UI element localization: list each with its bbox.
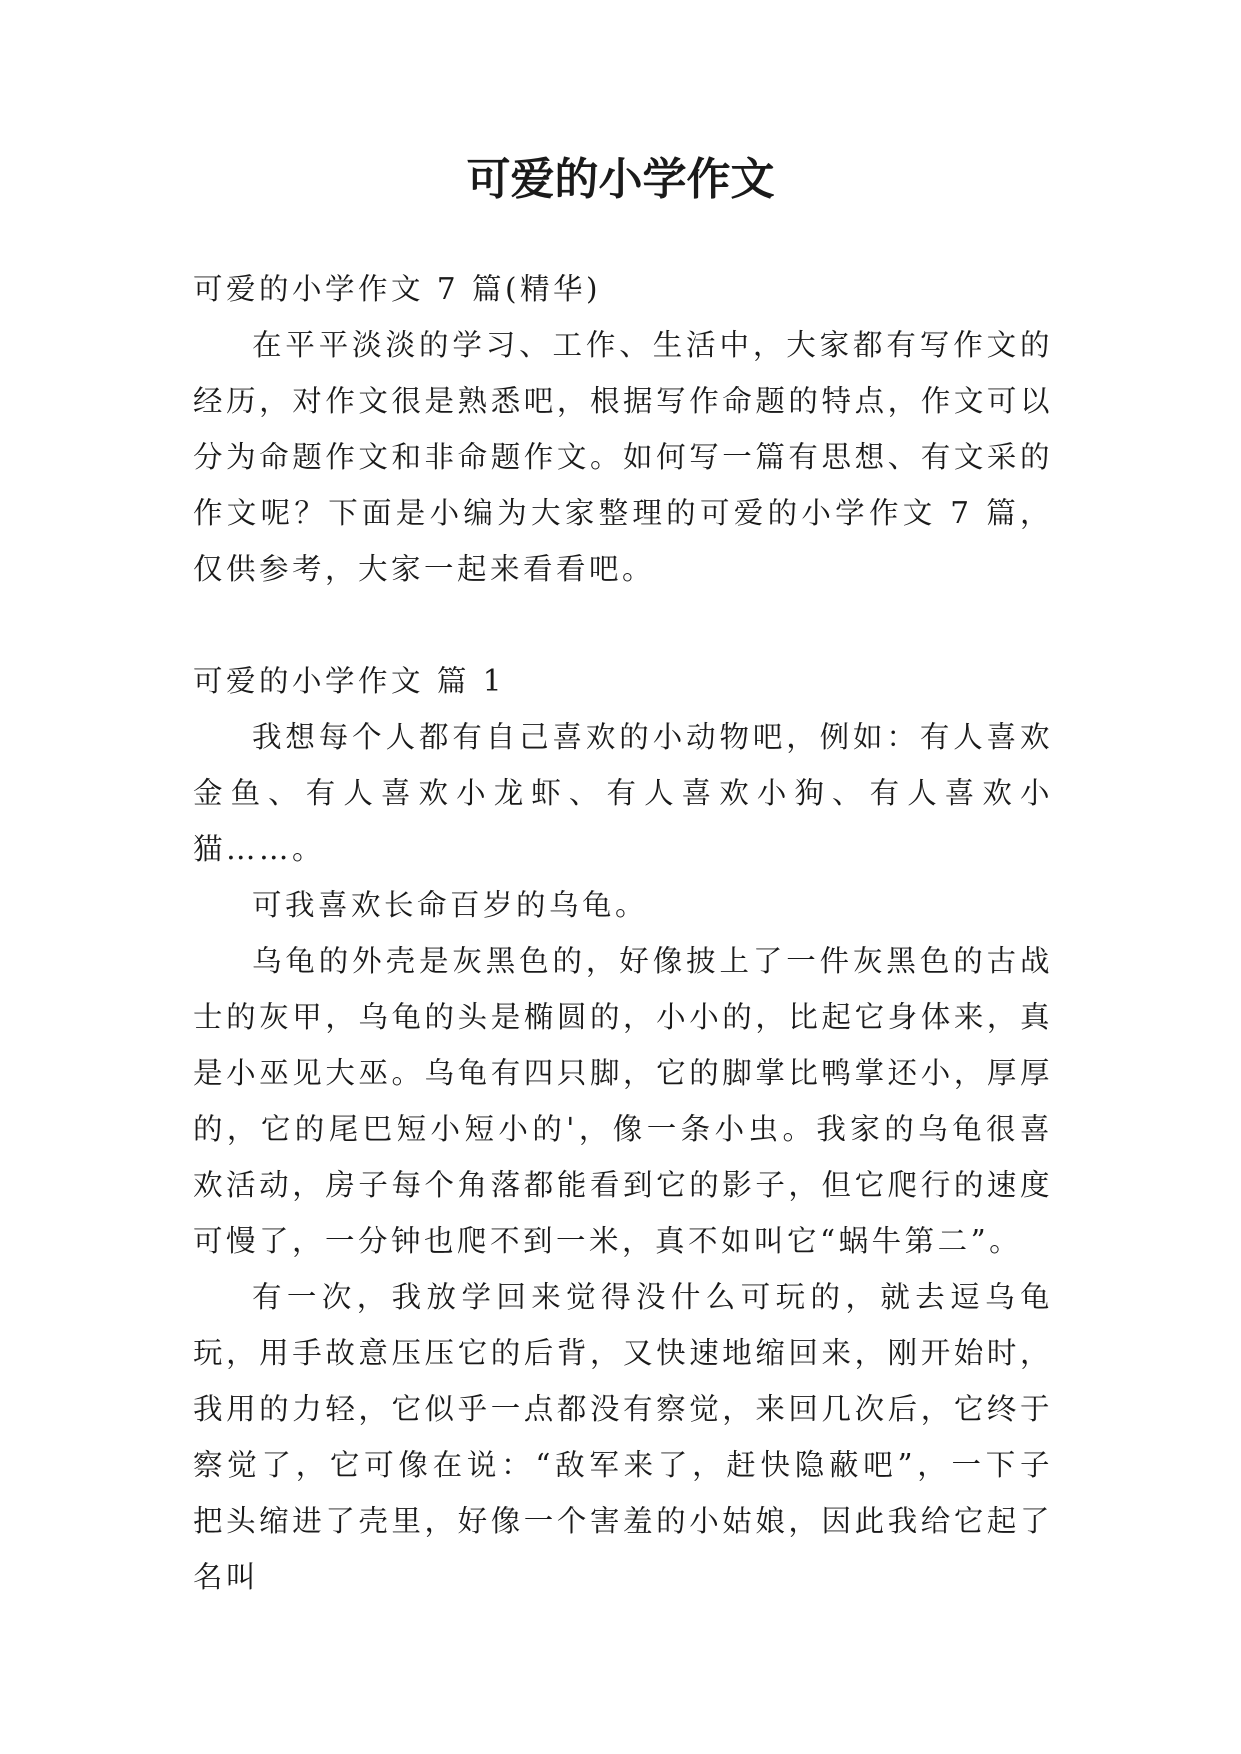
body-paragraph: 可我喜欢长命百岁的乌龟。 [252,888,649,922]
page-title: 可爱的小学作文 [466,154,775,205]
section-gap [193,597,1053,653]
section-heading: 可爱的小学作文 篇 1 [193,664,506,698]
body-paragraph: 乌龟的外壳是灰黑色的，好像披上了一件灰黑色的古战士的灰甲，乌龟的头是椭圆的，小小的，比起它身体来，真是小巫见大巫。乌龟有四只脚，它的脚掌比鸭掌还小，厚厚的，它的尾巴短小短小的'，像一条小虫。我家的乌龟很喜欢活动，房子每个角落都能看到它的影子，但它爬行的速度可慢了，一分钟也爬不到一米，真不如叫它“蜗牛第二”。 [193,944,1053,1258]
document-subtitle: 可爱的小学作文 7 篇(精华) [193,272,602,306]
body-paragraph: 有一次，我放学回来觉得没什么可玩的，就去逗乌龟玩，用手故意压压它的后背，又快速地缩回来，刚开始时，我用的力轻，它似乎一点都没有察觉，来回几次后，它终于察觉了，它可像在说：“敌军来了，赶快隐蔽吧”，一下子把头缩进了壳里，好像一个害羞的小姑娘，因此我给它起了名叫 [193,1280,1053,1594]
body-paragraph: 我想每个人都有自己喜欢的小动物吧，例如：有人喜欢金鱼、有人喜欢小龙虾、有人喜欢小狗、有人喜欢小猫……。 [193,720,1053,866]
document-body [193,261,1053,1605]
intro-paragraph: 在平平淡淡的学习、工作、生活中，大家都有写作文的经历，对作文很是熟悉吧，根据写作命题的特点，作文可以分为命题作文和非命题作文。如何写一篇有思想、有文采的作文呢？下面是小编为大家整理的可爱的小学作文 7 篇，仅供参考，大家一起来看看吧。 [193,328,1053,586]
